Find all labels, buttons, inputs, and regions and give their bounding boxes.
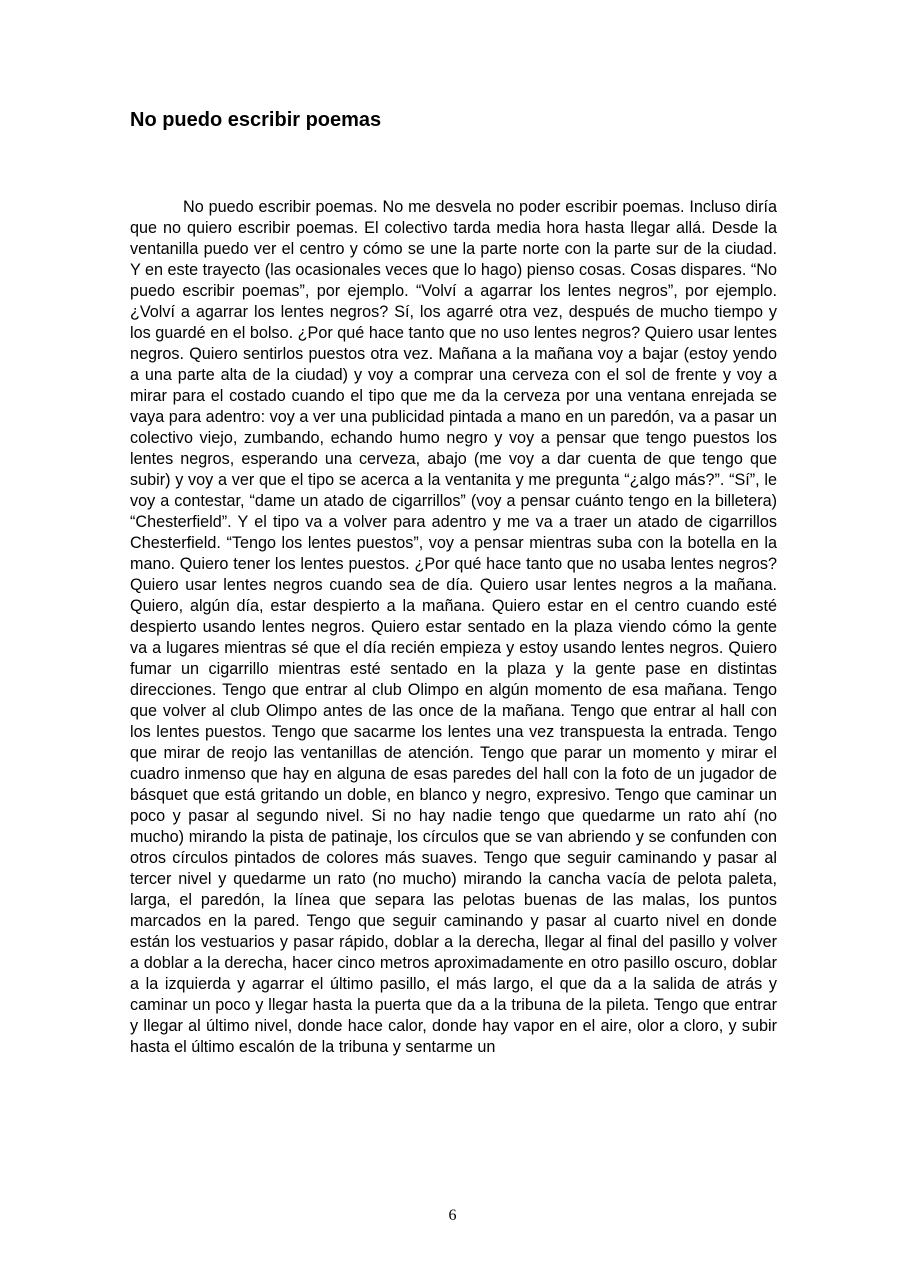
document-title: No puedo escribir poemas bbox=[130, 109, 382, 131]
body-paragraph: No puedo escribir poemas. No me desvela no poder escribir poemas. Incluso diría que no quiero escribir poemas. El colectivo tarda media hora hasta llegar allá. Desde la ventanilla puedo ver el centro y cómo se une la parte norte con la parte sur de la ciudad. Y en este trayecto (las ocasionales veces que lo hago) pienso cosas. Cosas dispares. “No puedo escribir poemas”, por ejemplo. “Volví a agarrar los lentes negros”, por ejemplo. ¿Volví a agarrar los lentes negros? Sí, los agarré otra vez, después de mucho tiempo y los guardé en el bolso. ¿Por qué hace tanto que no uso lentes negros? Quiero usar lentes negros. Quiero sentirlos puestos otra vez. Mañana a la mañana voy a bajar (estoy yendo a una parte alta de la ciudad) y voy a comprar una cerveza con el sol de frente y voy a mirar para el costado cuando el tipo que me da la cerveza por una ventana enrejada se vaya para adentro: voy a ver una publicidad pintada a mano en un paredón, va a pasar un colectivo viejo, zumbando, echando humo negro y voy a pensar que tengo puestos los lentes negros, esperando una cerveza, abajo (me voy a dar cuenta de que tengo que subir) y voy a ver que el tipo se acerca a la ventanita y me pregunta “¿algo más?”. “Sí”, le voy a contestar, “dame un atado de cigarrillos” (voy a pensar cuánto tengo en la billetera) “Chesterfield”. Y el tipo va a volver para adentro y me va a traer un atado de cigarrillos Chesterfield. “Tengo los lentes puestos”, voy a pensar mientras suba con la botella en la mano. Quiero tener los lentes puestos. ¿Por qué hace tanto que no usaba lentes negros? Quiero usar lentes negros cuando sea de día. Quiero usar lentes negros a la mañana. Quiero, algún día, estar despierto a la mañana. Quiero estar en el centro cuando esté despierto usando lentes negros. Quiero estar sentado en la plaza viendo cómo la gente va a lugares mientras sé que el día recién empieza y estoy usando lentes negros. Quiero fumar un cigarrillo mientras esté sentado en la plaza y la gente pase en distintas direcciones. Tengo que entrar al club Olimpo en algún momento de esa mañana. Tengo que volver al club Olimpo antes de las once de la mañana. Tengo que entrar al hall con los lentes puestos. Tengo que sacarme los lentes una vez transpuesta la entrada. Tengo que mirar de reojo las ventanillas de atención. Tengo que parar un momento y mirar el cuadro inmenso que hay en alguna de esas paredes del hall con la foto de un jugador de básquet que está gritando un doble, en blanco y negro, expresivo. Tengo que caminar un poco y pasar al segundo nivel. Si no hay nadie tengo que quedarme un rato ahí (no mucho) mirando la pista de patinaje, los círculos que se van abriendo y se confunden con otros círculos pintados de colores más suaves. Tengo que seguir caminando y pasar al tercer nivel y quedarme un rato (no mucho) mirando la cancha vacía de pelota paleta, larga, el paredón, la línea que separa las pelotas buenas de las malas, los puntos marcados en la pared. Tengo que seguir caminando y pasar al cuarto nivel en donde están los vestuarios y pasar rápido, doblar a la derecha, llegar al final del pasillo y volver a doblar a la derecha, hacer cinco metros aproximadamente en otro pasillo oscuro, doblar a la izquierda y agarrar el último pasillo, el más largo, el que da a la salida de atrás y caminar un poco y llegar hasta la puerta que da a la tribuna de la pileta. Tengo que entrar y llegar al último nivel, donde hace calor, donde hay vapor en el aire, olor a cloro, y subir hasta el último escalón de la tribuna y sentarme un bbox=[130, 198, 777, 1056]
page-number: 6 bbox=[448, 1207, 457, 1224]
